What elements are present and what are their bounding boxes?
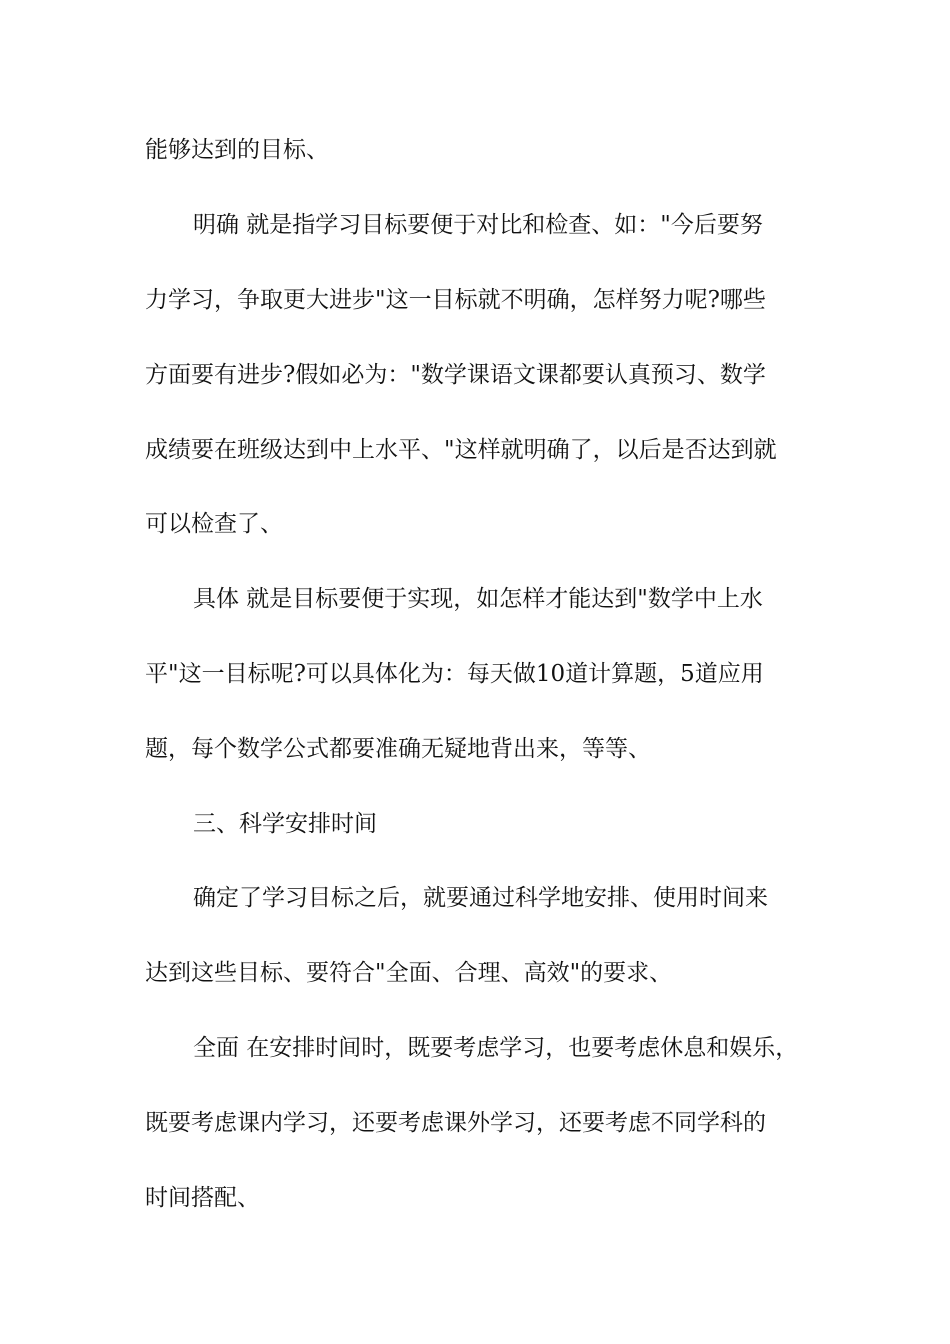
section-heading: 三、科学安排时间 <box>193 811 377 837</box>
text-line: 达到这些目标、要符合"全面、合理、高效"的要求、 <box>145 960 673 986</box>
text-line: 力学习，争取更大进步"这一目标就不明确，怎样努力呢?哪些 <box>145 287 766 313</box>
text-line: 可以检查了、 <box>145 511 283 537</box>
paragraph-first-line: 明确 就是指学习目标要便于对比和检查、如："今后要努 <box>193 212 763 238</box>
text-line: 既要考虑课内学习，还要考虑课外学习，还要考虑不同学科的 <box>145 1110 766 1136</box>
text-line: 题，每个数学公式都要准确无疑地背出来，等等、 <box>145 736 651 762</box>
text-line: 能够达到的目标、 <box>145 137 329 163</box>
text-line: 方面要有进步?假如必为："数学课语文课都要认真预习、数学 <box>145 362 766 388</box>
text-line: 平"这一目标呢?可以具体化为：每天做10道计算题，5道应用 <box>145 661 764 687</box>
paragraph-first-line: 确定了学习目标之后，就要通过科学地安排、使用时间来 <box>193 885 768 911</box>
text-line: 成绩要在班级达到中上水平、"这样就明确了，以后是否达到就 <box>145 437 777 463</box>
paragraph-first-line: 全面 在安排时间时，既要考虑学习，也要考虑休息和娱乐， <box>193 1035 799 1061</box>
text-line: 时间搭配、 <box>145 1185 260 1211</box>
paragraph-first-line: 具体 就是目标要便于实现，如怎样才能达到"数学中上水 <box>193 586 763 612</box>
